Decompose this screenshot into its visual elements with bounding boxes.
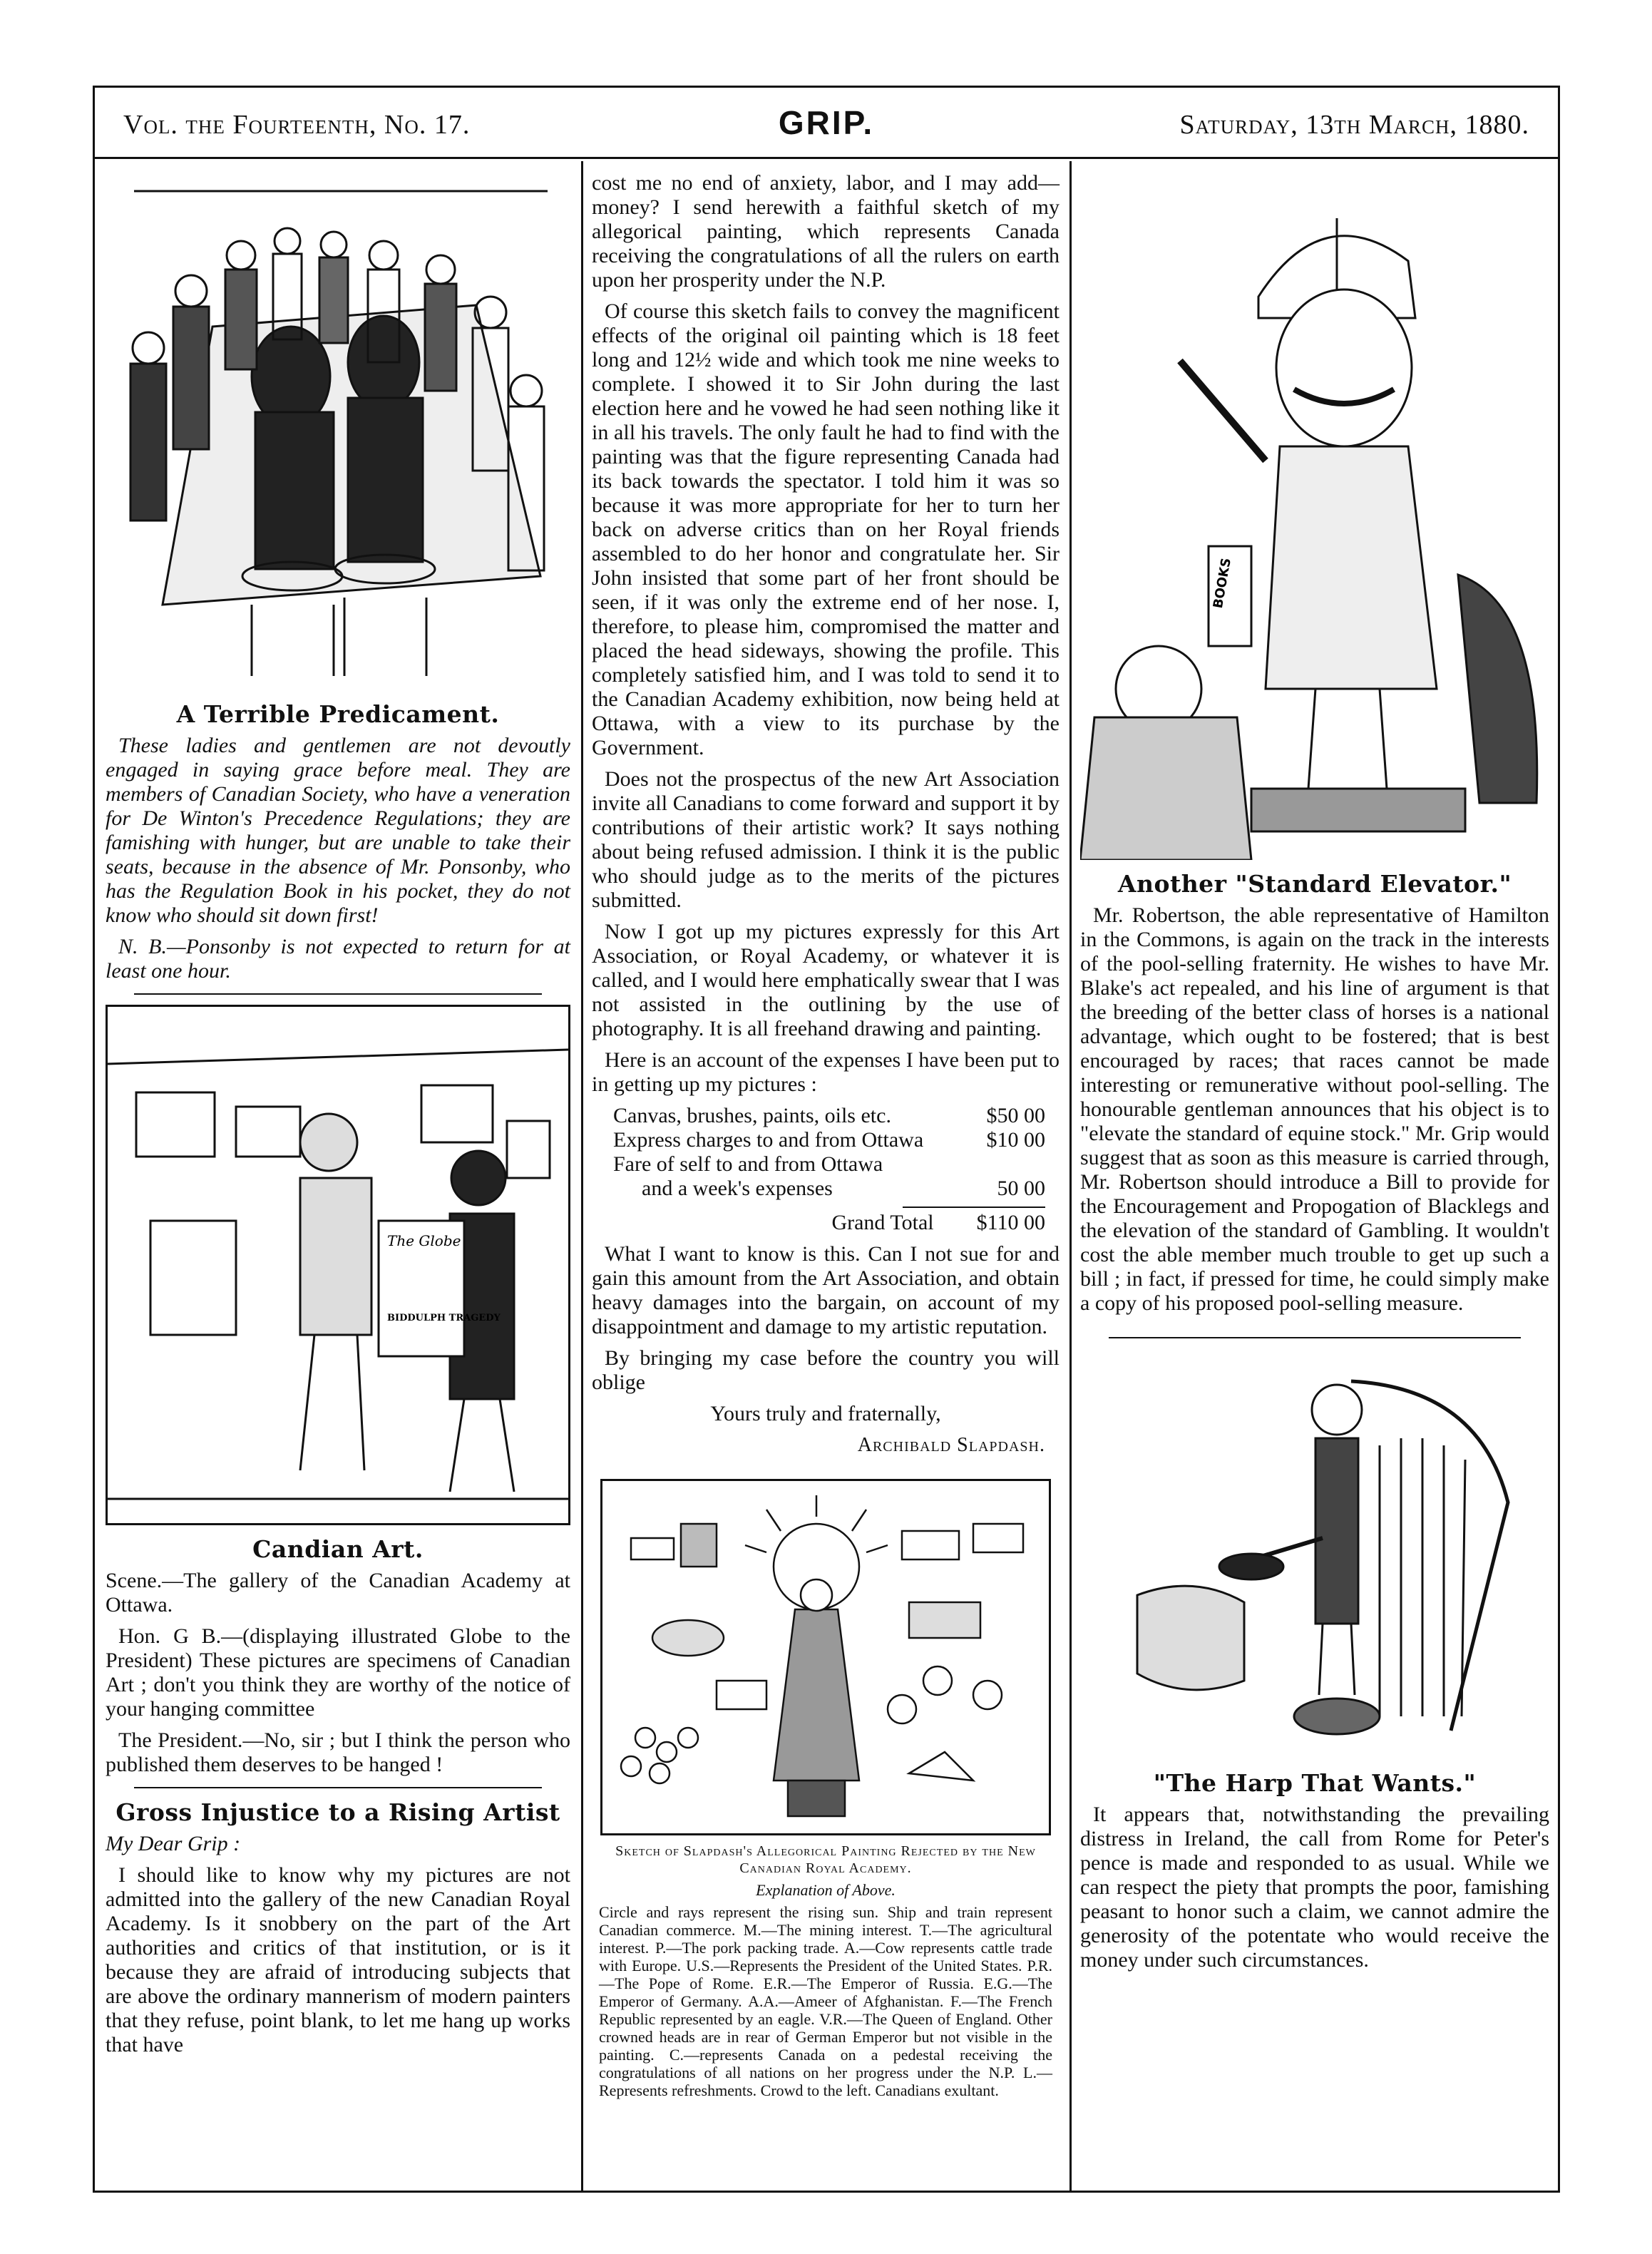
expense-item: Fare of self to and from Ottawa (613, 1152, 883, 1176)
caption-harp-title: "The Harp That Wants." (1153, 1769, 1477, 1797)
expense-table (613, 1104, 1045, 1235)
expense-amount: $50 00 (986, 1104, 1045, 1127)
caption-standard-elevator-body: Mr. Robertson, the able representative of Hamilton in the Commons, is again on the track in the interests of the pool-selling fraternity. He wishes to have Mr. Blake's act repealed, and his line of argument is that the breeding of the better class of horses is a national advantage, which ought to be fostered; that is best encouraged by races; that races cannot be made interesting or remunerative without pool-selling. The honourable gentleman announces that his object is to "elevate the standard of equine stock." Mr. Grip would suggest that as soon as this measure is carried through, Mr. Robertson should introduce a Bill to provide for the Encouragement and Propogation of Blacklegs and the elevation of the standard of Gambling. It wouldn't cost the able member much trouble to get up such a bill ; in fact, if pressed for time, he could simply make a copy of his proposed pool-selling measure. (1080, 903, 1549, 1315)
standard-elevator-illustration (1080, 175, 1549, 860)
article-paragraph-6: What I want to know is this. Can I not sue for and gain this amount from the Art Association, and obtain heavy damages into the bargain, on account of my disappointment and damage to my artistic reputation. (592, 1242, 1060, 1338)
total-row (613, 1211, 1045, 1235)
article-paragraph-2: Of course this sketch fails to convey the magnificent effects of the original oil painting which is 18 feet long and 12½ wide and which took me nine weeks to complete. I showed it to Sir John during the last election here and he vowed he had seen nothing like it in all his travels. The only fault he had to find with the painting was that the figure representing Canada had its back towards the spectator. I told him it was so because it was more appropriate for her to turn her back on adverse critics than on her Royal friends assembled to do her honor and congratulate her. Sir John insisted that some part of her front should be seen, if it was only the extreme end of her nose. I, therefore, to please him, compromised the matter and placed the head sideways, showing the profile. This completely satisfied him, and I was told to send it to the Canadian Academy exhibition, now being held at Ottawa, with a view to its purchase by the Government. (592, 299, 1060, 759)
expense-row (613, 1177, 1045, 1201)
caption-harp-body: It appears that, notwithstanding the prevailing distress in Ireland, the call from Rome for Peter's pence is made and responded to as usual. While we can respect the piety that prompts the poor, famishing peasant to honor such a claim, we cannot admire the generosity of the potentate who would receive the money under such circumstances. (1080, 1803, 1549, 1972)
caption-terrible-predicament-note: N. B.—Ponsonby is not expected to return for at least one hour. (106, 935, 570, 983)
expense-item: and a week's expenses (642, 1177, 833, 1200)
caption-candian-art-scene: Scene.—The gallery of the Canadian Academy at Ottawa. (106, 1569, 570, 1617)
closing: Yours truly and fraternally, (710, 1402, 941, 1425)
tragedy-label: BIDDULPH TRAGEDY (387, 1313, 501, 1323)
harp-that-wants-illustration (1080, 1360, 1549, 1759)
article-paragraph-5: Here is an account of the expenses I have been put to in getting up my pictures : (592, 1048, 1060, 1096)
divider (134, 993, 542, 995)
article-paragraph-1-continued: cost me no end of anxiety, labor, and I may add—money? I send herewith a faithful sketch of my allegorical painting, which represents Canada receiving the congratulations of all the rulers on earth upon her prosperity under the N.P. (592, 171, 1060, 292)
expense-item: Express charges to and from Ottawa (613, 1128, 924, 1152)
dinner-party-illustration (106, 177, 570, 690)
caption-terrible-predicament-title: A Terrible Predicament. (176, 700, 500, 728)
caption-candian-art-dialogue-1: Hon. G B.—(displaying illustrated Globe to the President) These pictures are specimens of Canadian Art ; don't you think they are worthy of the notice of your hanging committee (106, 1624, 570, 1721)
masthead-title: GRIP. (778, 104, 875, 141)
total-rule (903, 1207, 1045, 1208)
divider (1109, 1337, 1521, 1338)
caption-candian-art-dialogue-2: The President.—No, sir ; but I think the person who published them deserves to be hanged ! (106, 1728, 570, 1776)
caption-terrible-predicament-body: These ladies and gentlemen are not devoutly engaged in saying grace before meal. They are members of Canadian Society, who have a veneration for De Winton's Precedence Regulations; they are famishing with hunger, but are unable to take their seats, because in the absence of Mr. Ponsonby, who has the Regulation Book in his pocket, they do not know who should sit down first! (106, 734, 570, 927)
signature: Archibald Slapdash. (857, 1434, 1045, 1456)
total-amount: $110 00 (976, 1211, 1045, 1234)
article-paragraph-4: Now I got up my pictures expressly for this Art Association, or Royal Academy, or whatever it is called, and I would here emphatically swear that I was not assisted in the outlining by the use of photography. It is all freehand drawing and painting. (592, 920, 1060, 1040)
expense-amount: $10 00 (986, 1128, 1045, 1152)
books-label: BOOKS (1210, 556, 1234, 610)
article-paragraph-7: By bringing my case before the country you will oblige (592, 1346, 1060, 1394)
expense-amount: 50 00 (997, 1177, 1045, 1200)
allegorical-painting-sketch (600, 1479, 1051, 1835)
column-rule-2 (1069, 161, 1072, 2191)
article-title: Gross Injustice to a Rising Artist (116, 1798, 560, 1826)
total-label: Grand Total (831, 1211, 934, 1234)
column-rule-1 (581, 161, 583, 2191)
masthead-bar (95, 88, 1558, 159)
explanation-title: Explanation of Above. (756, 1881, 896, 1899)
column-3 (1080, 161, 1549, 1979)
sketch-caption: Sketch of Slapdash's Allegorical Painting Rejected by the New Canadian Royal Academy. (615, 1843, 1036, 1876)
explanation-body: Circle and rays represent the rising sun. Ship and train represent Canadian commerce. M.—The mining interest. T.—The agricultural interest. P.—The pork packing trade. A.—Cow represents cattle trade with Europe. U.S.—Represents the President of the United States. P.R.—The Pope of Rome. E.R.—The Emperor of Russia. E.G.—The Emperor of Germany. A.A.—Ameer of Afghanistan. F.—The French Republic represented by an eagle. V.R.—The Queen of England. Other crowned heads are in rear of German Emperor but not visible in the painting. C.—represents Canada on a pedestal receiving the congratulations of all nations on her progress under the N.P. L.—Represents refreshments. Crowd to the left. Canadians exultant. (599, 1903, 1052, 2099)
article-paragraph-3: Does not the prospectus of the new Art Association invite all Canadians to come forward and support it by contributions of their artistic work? It says nothing about being refused admission. I think it is the public who should judge as to the merits of the pictures submitted. (592, 767, 1060, 912)
volume-number: Vol. the Fourteenth, No. 17. (123, 110, 471, 140)
article-salutation: My Dear Grip : (106, 1832, 241, 1855)
expense-item: Canvas, brushes, paints, oils etc. (613, 1104, 891, 1127)
globe-label: The Globe (387, 1232, 461, 1249)
expense-row (613, 1128, 1045, 1152)
issue-date: Saturday, 13th March, 1880. (1179, 110, 1529, 140)
canadian-art-illustration (106, 1005, 570, 1525)
caption-candian-art-title: Candian Art. (252, 1535, 424, 1563)
divider (134, 1787, 542, 1788)
expense-row (613, 1104, 1045, 1128)
expense-row (613, 1152, 1045, 1177)
caption-standard-elevator-title: Another "Standard Elevator." (1117, 870, 1512, 898)
column-1 (106, 161, 570, 2064)
article-paragraph-1: I should like to know why my pictures are not admitted into the gallery of the new Canadian Royal Academy. Is it snobbery on the part of the Art authorities and critics of that institution, or is it because they are afraid of introducing subjects that are above the ordinary mannerism of modern painters that they refuse, point blank, to let me hang up works that have (106, 1863, 570, 2056)
column-2 (592, 161, 1060, 2099)
